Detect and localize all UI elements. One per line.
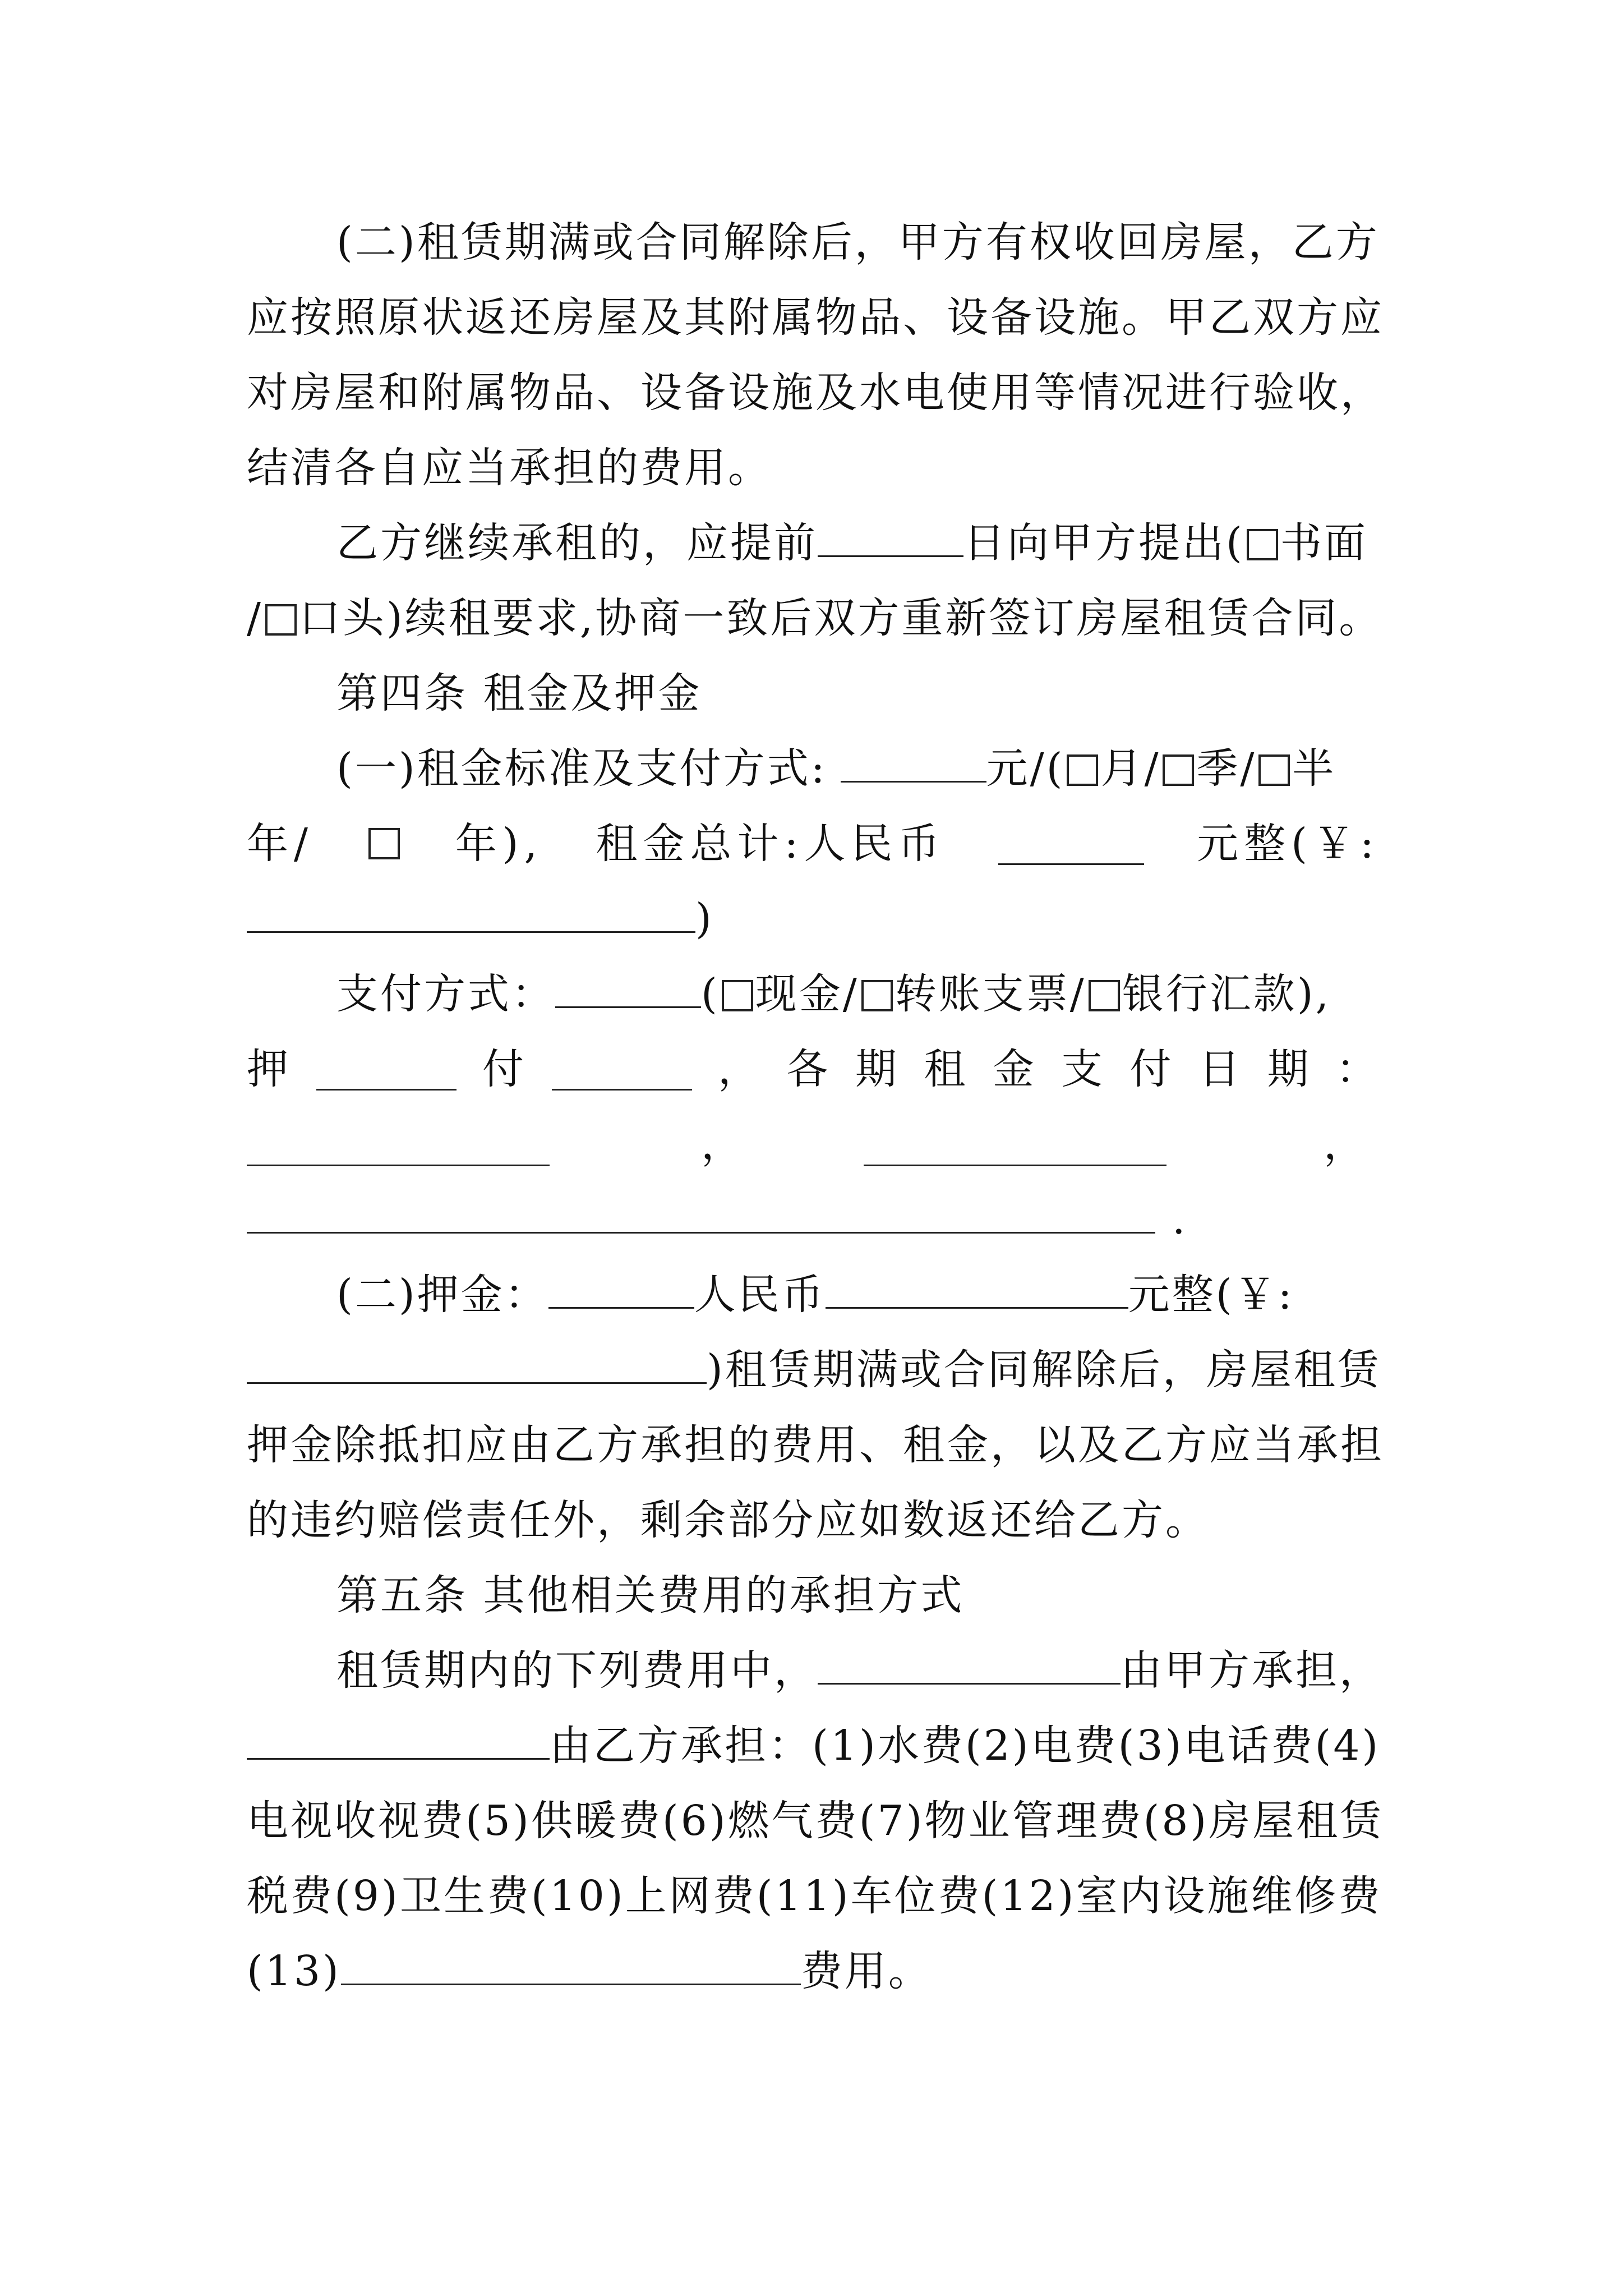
blank-field [247, 1191, 1155, 1234]
blank-field [247, 1718, 550, 1760]
text-segment: 转账支票/ [895, 970, 1086, 1018]
rent-standard-line [336, 740, 1469, 797]
text-segment: 租赁期内的下列费用中， [336, 1646, 818, 1695]
glyph: 支 [1061, 1045, 1105, 1093]
text-segment: 年/ [247, 820, 313, 868]
checkbox [722, 980, 753, 1011]
blank-field [552, 1048, 692, 1091]
payment-terms-line [247, 1041, 1380, 1097]
text-segment: 银行汇款), [1122, 970, 1331, 1018]
glyph: 期 [855, 1045, 899, 1093]
paragraph-line: 电视收视费(5)供暖费(6)燃气费(7)物业管理费(8)房屋租赁 [247, 1797, 1384, 1845]
text-segment: 现金/ [755, 970, 859, 1018]
blank-field [247, 1124, 550, 1166]
paragraph-line: (二)租赁期满或合同解除后，甲方有权收回房屋，乙方 [336, 218, 1380, 266]
text-segment: (13) [247, 1947, 341, 1995]
payment-dates-line [247, 1191, 1380, 1248]
text-segment: 年), [455, 820, 543, 868]
text-segment: 付 [482, 1045, 526, 1093]
payment-dates-line [247, 1116, 1380, 1172]
checkbox [368, 828, 400, 859]
blank-field [247, 891, 695, 933]
fees-line [247, 1943, 1380, 1999]
paragraph-line: 应按照原状返还房屋及其附属物品、设备设施。甲乙双方应 [247, 293, 1384, 342]
text-segment: ) [695, 895, 714, 943]
text-segment: 元整(￥: [1197, 820, 1380, 868]
text-segment: ， [701, 1120, 745, 1168]
text-segment: / [247, 594, 263, 642]
text-segment: 人民币 [694, 1271, 826, 1319]
blank-field [826, 1267, 1128, 1309]
text-segment: ， [1324, 1120, 1367, 1168]
blank-field [818, 1642, 1121, 1685]
text-segment: 季/ [1196, 744, 1257, 793]
text-segment: 元整(￥: [1128, 1271, 1294, 1319]
text-segment: 费用。 [800, 1947, 932, 1995]
fees-line [336, 1642, 1469, 1699]
blank-field [998, 823, 1144, 865]
fees-line [247, 1718, 1380, 1774]
renewal-clause-line [247, 590, 1383, 646]
text-segment: 月/ [1100, 744, 1161, 793]
checkbox [1258, 754, 1290, 786]
text-segment: 租金总计:人民币 [596, 820, 946, 868]
blank-field [864, 1124, 1166, 1166]
blank-field [548, 1267, 694, 1309]
checkbox [1163, 754, 1194, 786]
article-heading: 第四条 租金及押金 [336, 669, 702, 717]
checkbox [861, 980, 893, 1011]
text-segment: 支付方式： [336, 970, 555, 1018]
text-segment: 乙方继续承租的，应提前 [336, 519, 818, 567]
text-segment: 书面 [1280, 519, 1368, 567]
blank-field [316, 1048, 457, 1091]
blank-field [341, 1943, 801, 1985]
checkbox [1067, 754, 1098, 786]
paragraph-line: 押金除抵扣应由乙方承担的费用、租金，以及乙方应当承担 [247, 1421, 1384, 1469]
checkbox [1247, 529, 1278, 560]
blank-field [555, 966, 701, 1008]
paragraph-line: 结清各自应当承担的费用。 [247, 444, 772, 492]
renewal-clause-line [336, 515, 1469, 571]
glyph: 期 [1267, 1045, 1311, 1093]
rent-total-line [247, 816, 1380, 872]
glyph: ： [1335, 1045, 1380, 1093]
rent-total-line [247, 891, 1380, 947]
checkbox [1089, 980, 1120, 1011]
text-segment: . [1172, 1195, 1188, 1244]
paragraph-line: 的违约赔偿责任外，剩余部分应如数返还给乙方。 [247, 1496, 1209, 1544]
article-heading: 第五条 其他相关费用的承担方式 [336, 1571, 965, 1619]
text-segment: (一)租金标准及支付方式: [336, 744, 827, 793]
text-segment: 元/( [986, 744, 1065, 793]
text-segment: 半 [1292, 744, 1336, 793]
payment-method-line [336, 966, 1469, 1022]
glyph: 各 [786, 1045, 831, 1093]
deposit-line [336, 1267, 1469, 1323]
glyph: 金 [992, 1045, 1036, 1093]
text-segment: 由甲方承担， [1121, 1646, 1383, 1695]
text-segment: 由乙方承担：(1)水费(2)电费(3)电话费(4) [550, 1722, 1381, 1770]
paragraph-line: 税费(9)卫生费(10)上网费(11)车位费(12)室内设施维修费 [247, 1872, 1382, 1920]
text-segment: (二)押金： [336, 1271, 548, 1319]
blank-field [247, 1342, 707, 1384]
glyph: 租 [924, 1045, 968, 1093]
text-segment: 押 [247, 1045, 291, 1093]
glyph: 付 [1129, 1045, 1174, 1093]
glyph: ， [718, 1045, 762, 1093]
blank-field [818, 515, 963, 557]
text-segment: 日向甲方提出( [963, 519, 1244, 567]
text-segment: ( [701, 970, 720, 1018]
glyph: 日 [1198, 1045, 1243, 1093]
deposit-line [247, 1342, 1380, 1398]
text-segment: 口头)续租要求,协商一致后双方重新签订房屋租赁合同。 [298, 594, 1383, 642]
paragraph-line: 对房屋和附属物品、设备设施及水电使用等情况进行验收， [247, 369, 1384, 417]
checkbox [265, 604, 297, 636]
text-segment [718, 1041, 1380, 1097]
blank-field [841, 740, 986, 783]
text-segment: )租赁期满或合同解除后，房屋租赁 [707, 1346, 1381, 1394]
